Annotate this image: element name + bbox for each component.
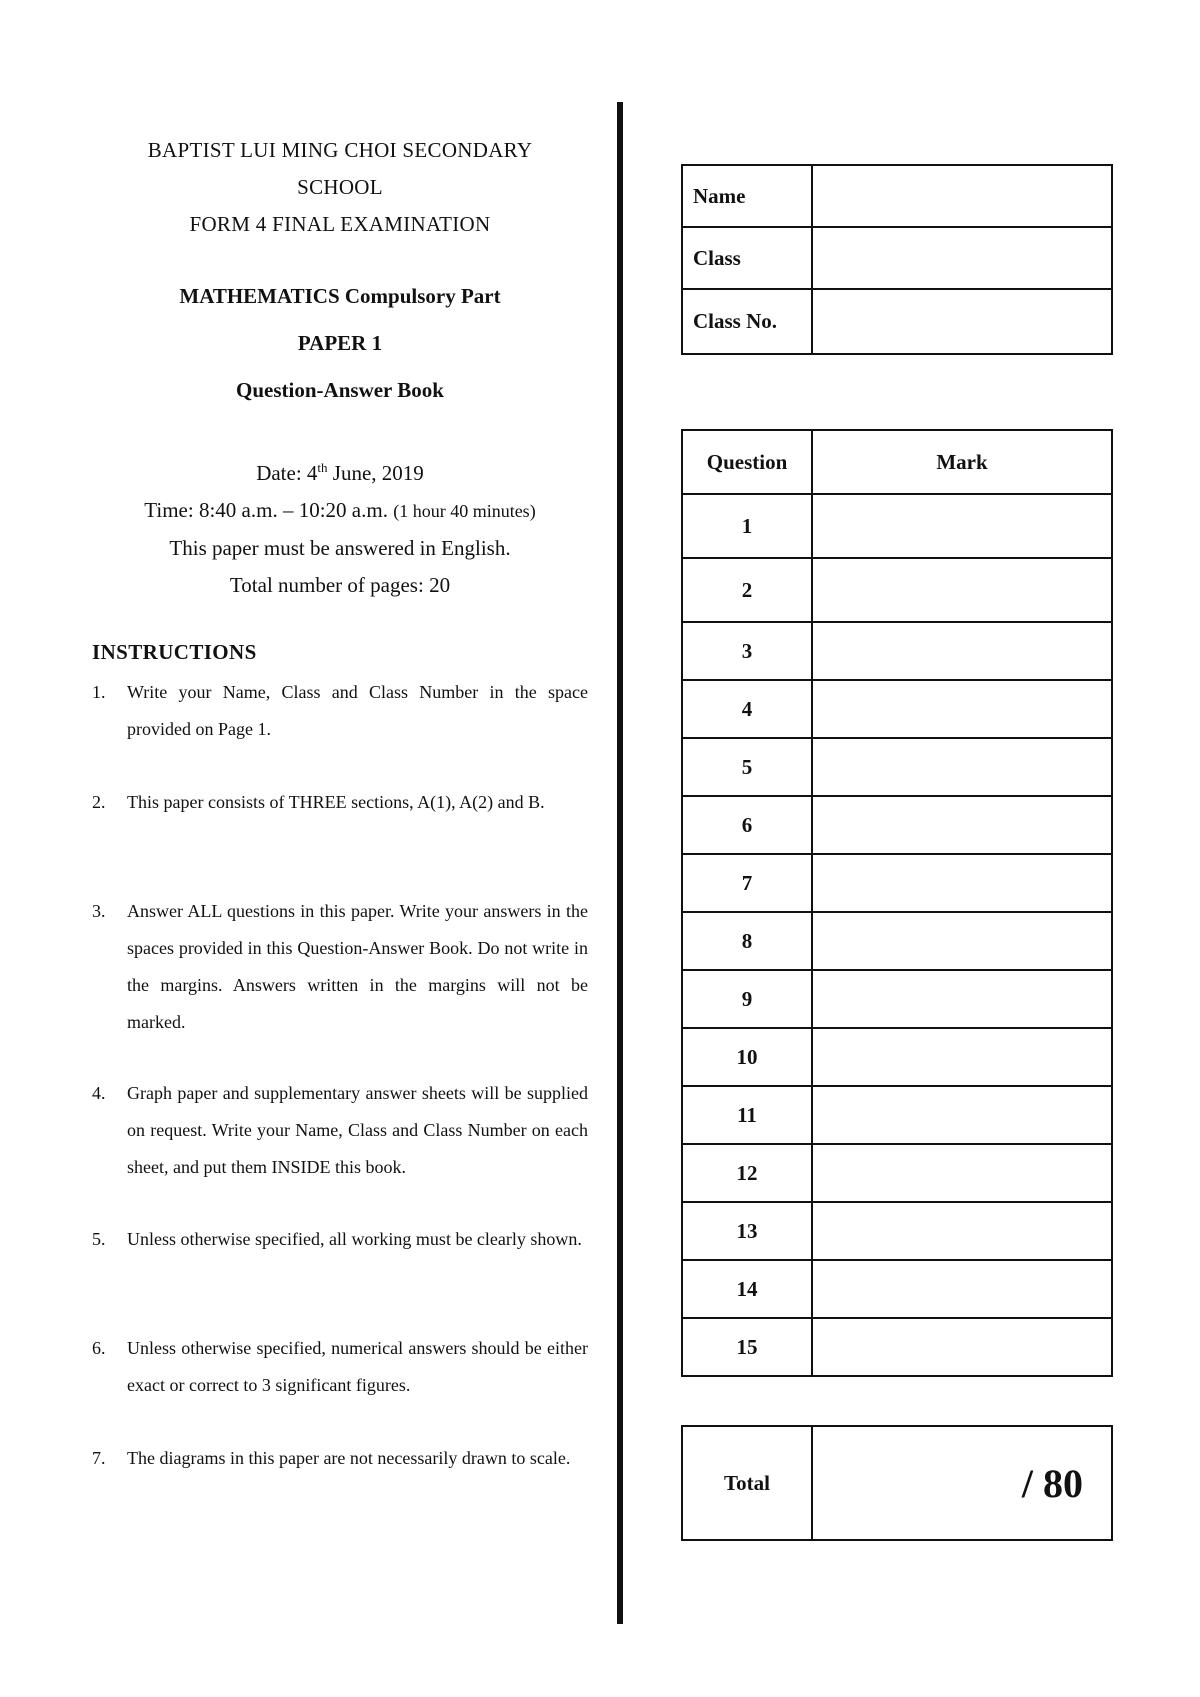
marks-header-row (682, 430, 1112, 494)
total-label: Total (682, 1426, 812, 1540)
question-number: 10 (682, 1028, 812, 1086)
book-title: Question-Answer Book (236, 378, 444, 402)
question-number: 8 (682, 912, 812, 970)
table-row (682, 494, 1112, 558)
question-number: 12 (682, 1144, 812, 1202)
instruction-item: 6. Unless otherwise specified, numerical answers should be either exact or correct to 3 significant figures. (92, 1338, 588, 1395)
table-row (682, 970, 1112, 1028)
class-label: Class (682, 227, 812, 289)
table-row (682, 1318, 1112, 1376)
mark-cell[interactable] (812, 1144, 1112, 1202)
question-number: 2 (682, 558, 812, 622)
mark-cell[interactable] (812, 854, 1112, 912)
name-label: Name (682, 165, 812, 227)
mark-cell[interactable] (812, 738, 1112, 796)
mark-cell[interactable] (812, 970, 1112, 1028)
table-row (682, 738, 1112, 796)
instructions-heading: INSTRUCTIONS (92, 640, 257, 664)
mark-cell[interactable] (812, 680, 1112, 738)
mark-cell[interactable] (812, 558, 1112, 622)
question-number: 6 (682, 796, 812, 854)
marks-table (681, 429, 1113, 1377)
mark-cell[interactable] (812, 1028, 1112, 1086)
vertical-divider (617, 102, 623, 1624)
mark-cell[interactable] (812, 796, 1112, 854)
exam-time: Time: 8:40 a.m. – 10:20 a.m. (1 hour 40 minutes) (144, 498, 536, 522)
instruction-item: 7. The diagrams in this paper are not necessarily drawn to scale. (92, 1448, 571, 1468)
student-details-table (681, 164, 1113, 355)
table-row (682, 680, 1112, 738)
question-number: 14 (682, 1260, 812, 1318)
question-number: 7 (682, 854, 812, 912)
class-no-field[interactable] (812, 289, 1112, 354)
exam-date: Date: 4th June, 2019 (256, 460, 424, 485)
total-pages: Total number of pages: 20 (229, 573, 451, 597)
table-row (682, 1260, 1112, 1318)
question-number: 11 (682, 1086, 812, 1144)
table-row (682, 1202, 1112, 1260)
mark-cell[interactable] (812, 912, 1112, 970)
table-row (682, 1144, 1112, 1202)
class-no-row (682, 289, 1112, 354)
question-number: 1 (682, 494, 812, 558)
total-row (682, 1426, 1112, 1540)
class-no-label: Class No. (682, 289, 812, 354)
exam-title: FORM 4 FINAL EXAMINATION (189, 212, 491, 236)
instruction-item: 5. Unless otherwise specified, all working must be clearly shown. (92, 1229, 582, 1249)
total-value: / 80 (812, 1426, 1112, 1540)
name-row (682, 165, 1112, 227)
table-row (682, 622, 1112, 680)
table-row (682, 854, 1112, 912)
class-field[interactable] (812, 227, 1112, 289)
mark-cell[interactable] (812, 1260, 1112, 1318)
mark-header: Mark (812, 430, 1112, 494)
school-name-line1: BAPTIST LUI MING CHOI SECONDARY (147, 138, 533, 162)
exam-info (92, 455, 588, 604)
question-number: 13 (682, 1202, 812, 1260)
question-header: Question (682, 430, 812, 494)
question-number: 3 (682, 622, 812, 680)
mark-cell[interactable] (812, 1086, 1112, 1144)
table-row (682, 558, 1112, 622)
instruction-item: 3. Answer ALL questions in this paper. Write your answers in the spaces provided in this Question-Answer Book. Do not write in the margins. Answers written in the margins will not be marked. (92, 901, 588, 1032)
school-header (92, 132, 588, 243)
question-number: 4 (682, 680, 812, 738)
instruction-item: 1. Write your Name, Class and Class Number in the space provided on Page 1. (92, 682, 588, 739)
question-number: 5 (682, 738, 812, 796)
mark-cell[interactable] (812, 1318, 1112, 1376)
total-table (681, 1425, 1113, 1541)
instruction-item: 4. Graph paper and supplementary answer sheets will be supplied on request. Write your Name, Class and Class Number on each sheet, and put them INSIDE this book. (92, 1083, 588, 1177)
class-row (682, 227, 1112, 289)
table-row (682, 796, 1112, 854)
name-field[interactable] (812, 165, 1112, 227)
subject-title: MATHEMATICS Compulsory Part (179, 284, 501, 308)
table-row (682, 912, 1112, 970)
mark-cell[interactable] (812, 1202, 1112, 1260)
mark-cell[interactable] (812, 494, 1112, 558)
table-row (682, 1028, 1112, 1086)
exam-language: This paper must be answered in English. (169, 536, 511, 560)
school-name-line2: SCHOOL (297, 175, 383, 199)
question-number: 15 (682, 1318, 812, 1376)
question-number: 9 (682, 970, 812, 1028)
paper-number: PAPER 1 (297, 331, 383, 355)
table-row (682, 1086, 1112, 1144)
mark-cell[interactable] (812, 622, 1112, 680)
instruction-item: 2. This paper consists of THREE sections, A(1), A(2) and B. (92, 792, 545, 812)
